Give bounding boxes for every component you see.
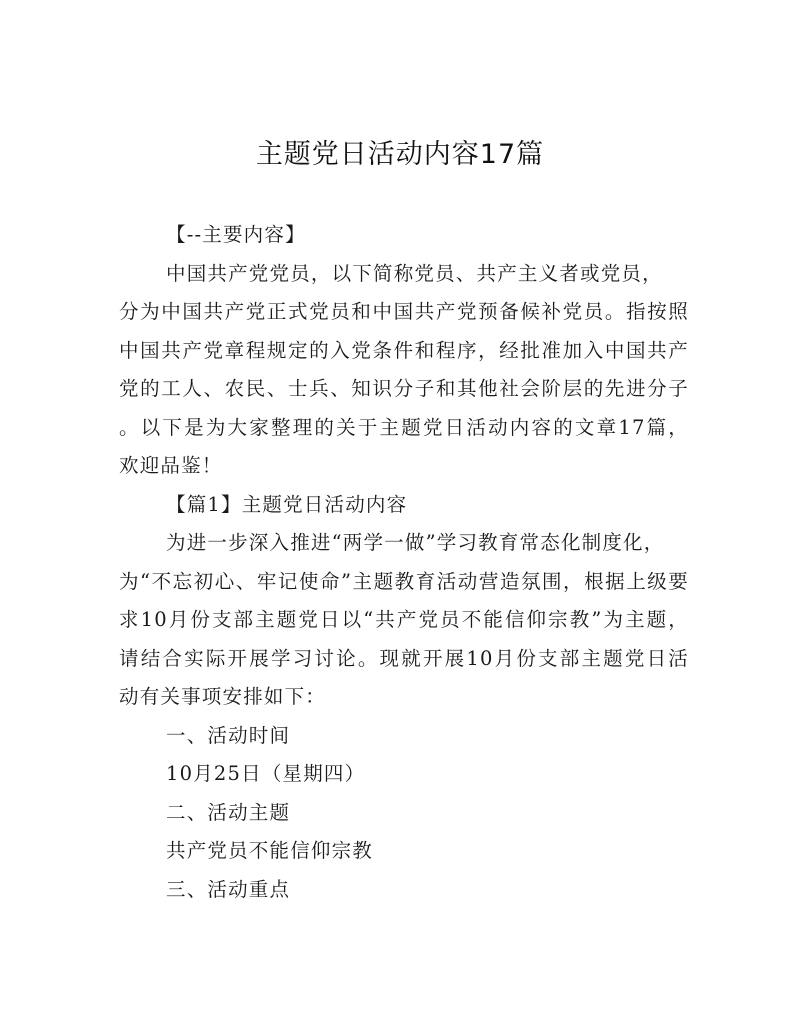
- text-line: 中国共产党党员，以下简称党员、共产主义者或党员，: [166, 261, 663, 285]
- text-line: 党的工人、农民、士兵、知识分子和其他社会阶层的先进分子: [119, 377, 689, 400]
- text-line: 为进一步深入推进“两学一做”学习教育常态化制度化，: [166, 531, 665, 554]
- text-line: 10月25日（星期四）: [166, 762, 366, 785]
- text-line: 三、活动重点: [166, 877, 291, 901]
- text-line: 分为中国共产党正式党员和中国共产党预备候补党员。指按照: [119, 300, 689, 323]
- text-line: 求10月份支部主题党日以“共产党员不能信仰宗教”为主题，: [119, 608, 689, 631]
- document-body: [119, 216, 689, 909]
- text-line: 请结合实际开展学习讨论。现就开展10月份支部主题党日活: [119, 646, 689, 670]
- text-line: 欢迎品鉴！: [119, 454, 223, 477]
- text-line: 动有关事项安排如下：: [119, 685, 327, 708]
- text-line: 。以下是为大家整理的关于主题党日活动内容的文章17篇，: [119, 415, 689, 439]
- text-line: 共产党员不能信仰宗教: [166, 839, 374, 862]
- text-line: 【篇1】主题党日活动内容: [166, 492, 408, 516]
- text-line: 【--主要内容】: [166, 223, 306, 246]
- text-line: 二、活动主题: [166, 800, 291, 824]
- document-title: 主题党日活动内容17篇: [255, 139, 545, 170]
- text-line: 为“不忘初心、牢记使命”主题教育活动营造氛围，根据上级要: [119, 569, 689, 593]
- text-line: 中国共产党章程规定的入党条件和程序，经批准加入中国共产: [119, 338, 689, 362]
- text-line: 一、活动时间: [166, 723, 291, 747]
